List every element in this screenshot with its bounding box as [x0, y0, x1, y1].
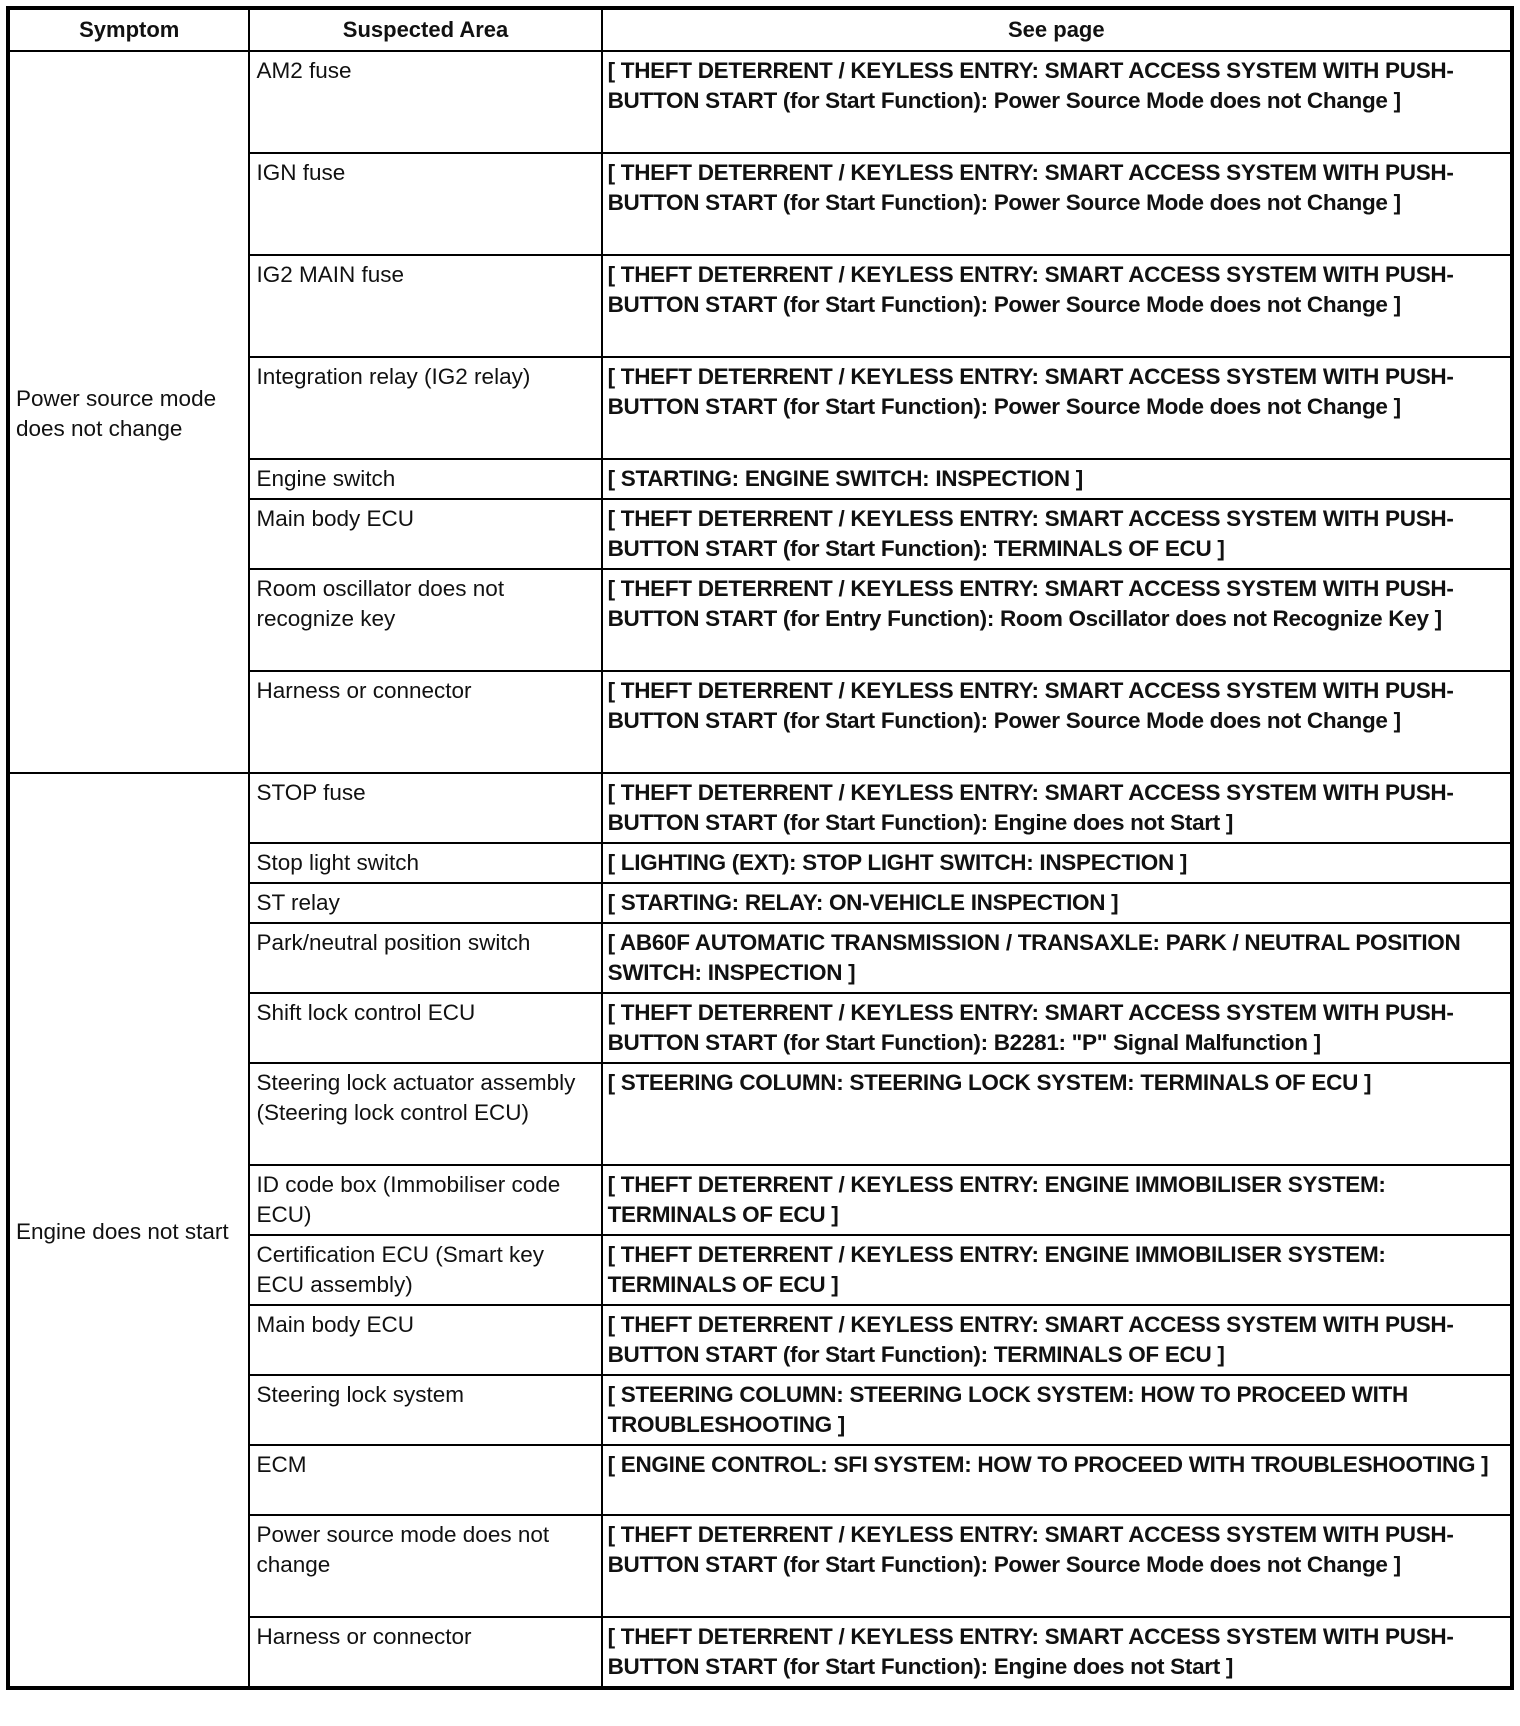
suspected-area-cell: Room oscillator does not recognize key — [249, 569, 601, 671]
see-page-link[interactable]: [ LIGHTING (EXT): STOP LIGHT SWITCH: INSPECTION ] — [602, 843, 1512, 883]
header-see-page: See page — [602, 8, 1512, 51]
see-page-link[interactable]: [ THEFT DETERRENT / KEYLESS ENTRY: SMART ACCESS SYSTEM WITH PUSH-BUTTON START (for Start Function): Engine does not Start ] — [602, 773, 1512, 843]
suspected-area-cell: Park/neutral position switch — [249, 923, 601, 993]
suspected-area-cell: IG2 MAIN fuse — [249, 255, 601, 357]
table-row — [8, 51, 1512, 153]
see-page-link[interactable]: [ THEFT DETERRENT / KEYLESS ENTRY: SMART ACCESS SYSTEM WITH PUSH-BUTTON START (for Start Function): TERMINALS OF ECU ] — [602, 1305, 1512, 1375]
see-page-link[interactable]: [ THEFT DETERRENT / KEYLESS ENTRY: SMART ACCESS SYSTEM WITH PUSH-BUTTON START (for Start Function): B2281: "P" Signal Malfunction ] — [602, 993, 1512, 1063]
suspected-area-cell: ST relay — [249, 883, 601, 923]
suspected-area-cell: AM2 fuse — [249, 51, 601, 153]
see-page-link[interactable]: [ THEFT DETERRENT / KEYLESS ENTRY: SMART ACCESS SYSTEM WITH PUSH-BUTTON START (for Start Function): Power Source Mode does not Change ] — [602, 1515, 1512, 1617]
see-page-link[interactable]: [ THEFT DETERRENT / KEYLESS ENTRY: SMART ACCESS SYSTEM WITH PUSH-BUTTON START (for Start Function): Power Source Mode does not Change ] — [602, 255, 1512, 357]
suspected-area-cell: Main body ECU — [249, 1305, 601, 1375]
see-page-link[interactable]: [ THEFT DETERRENT / KEYLESS ENTRY: ENGINE IMMOBILISER SYSTEM: TERMINALS OF ECU ] — [602, 1235, 1512, 1305]
see-page-link[interactable]: [ AB60F AUTOMATIC TRANSMISSION / TRANSAXLE: PARK / NEUTRAL POSITION SWITCH: INSPECTION ] — [602, 923, 1512, 993]
see-page-link[interactable]: [ THEFT DETERRENT / KEYLESS ENTRY: ENGINE IMMOBILISER SYSTEM: TERMINALS OF ECU ] — [602, 1165, 1512, 1235]
see-page-link[interactable]: [ THEFT DETERRENT / KEYLESS ENTRY: SMART ACCESS SYSTEM WITH PUSH-BUTTON START (for Start Function): Engine does not Start ] — [602, 1617, 1512, 1688]
suspected-area-cell: Harness or connector — [249, 671, 601, 773]
suspected-area-cell: Harness or connector — [249, 1617, 601, 1688]
see-page-link[interactable]: [ STARTING: RELAY: ON-VEHICLE INSPECTION ] — [602, 883, 1512, 923]
suspected-area-cell: Power source mode does not change — [249, 1515, 601, 1617]
see-page-link[interactable]: [ STEERING COLUMN: STEERING LOCK SYSTEM: TERMINALS OF ECU ] — [602, 1063, 1512, 1165]
table-row — [8, 773, 1512, 843]
troubleshooting-table — [6, 6, 1514, 1690]
see-page-link[interactable]: [ ENGINE CONTROL: SFI SYSTEM: HOW TO PROCEED WITH TROUBLESHOOTING ] — [602, 1445, 1512, 1515]
see-page-link[interactable]: [ THEFT DETERRENT / KEYLESS ENTRY: SMART ACCESS SYSTEM WITH PUSH-BUTTON START (for Start Function): Power Source Mode does not Change ] — [602, 671, 1512, 773]
table-body — [8, 51, 1512, 1688]
see-page-link[interactable]: [ THEFT DETERRENT / KEYLESS ENTRY: SMART ACCESS SYSTEM WITH PUSH-BUTTON START (for Start Function): Power Source Mode does not Change ] — [602, 153, 1512, 255]
suspected-area-cell: Main body ECU — [249, 499, 601, 569]
suspected-area-cell: Steering lock actuator assembly (Steering lock control ECU) — [249, 1063, 601, 1165]
suspected-area-cell: ID code box (Immobiliser code ECU) — [249, 1165, 601, 1235]
suspected-area-cell: ECM — [249, 1445, 601, 1515]
see-page-link[interactable]: [ STARTING: ENGINE SWITCH: INSPECTION ] — [602, 459, 1512, 499]
suspected-area-cell: Integration relay (IG2 relay) — [249, 357, 601, 459]
header-suspected-area: Suspected Area — [249, 8, 601, 51]
symptom-cell: Power source mode does not change — [8, 51, 249, 773]
see-page-link[interactable]: [ STEERING COLUMN: STEERING LOCK SYSTEM: HOW TO PROCEED WITH TROUBLESHOOTING ] — [602, 1375, 1512, 1445]
suspected-area-cell: Steering lock system — [249, 1375, 601, 1445]
suspected-area-cell: Shift lock control ECU — [249, 993, 601, 1063]
suspected-area-cell: Certification ECU (Smart key ECU assembly) — [249, 1235, 601, 1305]
see-page-link[interactable]: [ THEFT DETERRENT / KEYLESS ENTRY: SMART ACCESS SYSTEM WITH PUSH-BUTTON START (for Start Function): Power Source Mode does not Change ] — [602, 357, 1512, 459]
symptom-cell: Engine does not start — [8, 773, 249, 1688]
see-page-link[interactable]: [ THEFT DETERRENT / KEYLESS ENTRY: SMART ACCESS SYSTEM WITH PUSH-BUTTON START (for Entry Function): Room Oscillator does not Recognize Key ] — [602, 569, 1512, 671]
suspected-area-cell: Engine switch — [249, 459, 601, 499]
header-row — [8, 8, 1512, 51]
suspected-area-cell: STOP fuse — [249, 773, 601, 843]
suspected-area-cell: IGN fuse — [249, 153, 601, 255]
see-page-link[interactable]: [ THEFT DETERRENT / KEYLESS ENTRY: SMART ACCESS SYSTEM WITH PUSH-BUTTON START (for Start Function): TERMINALS OF ECU ] — [602, 499, 1512, 569]
suspected-area-cell: Stop light switch — [249, 843, 601, 883]
see-page-link[interactable]: [ THEFT DETERRENT / KEYLESS ENTRY: SMART ACCESS SYSTEM WITH PUSH-BUTTON START (for Start Function): Power Source Mode does not Change ] — [602, 51, 1512, 153]
header-symptom: Symptom — [8, 8, 249, 51]
